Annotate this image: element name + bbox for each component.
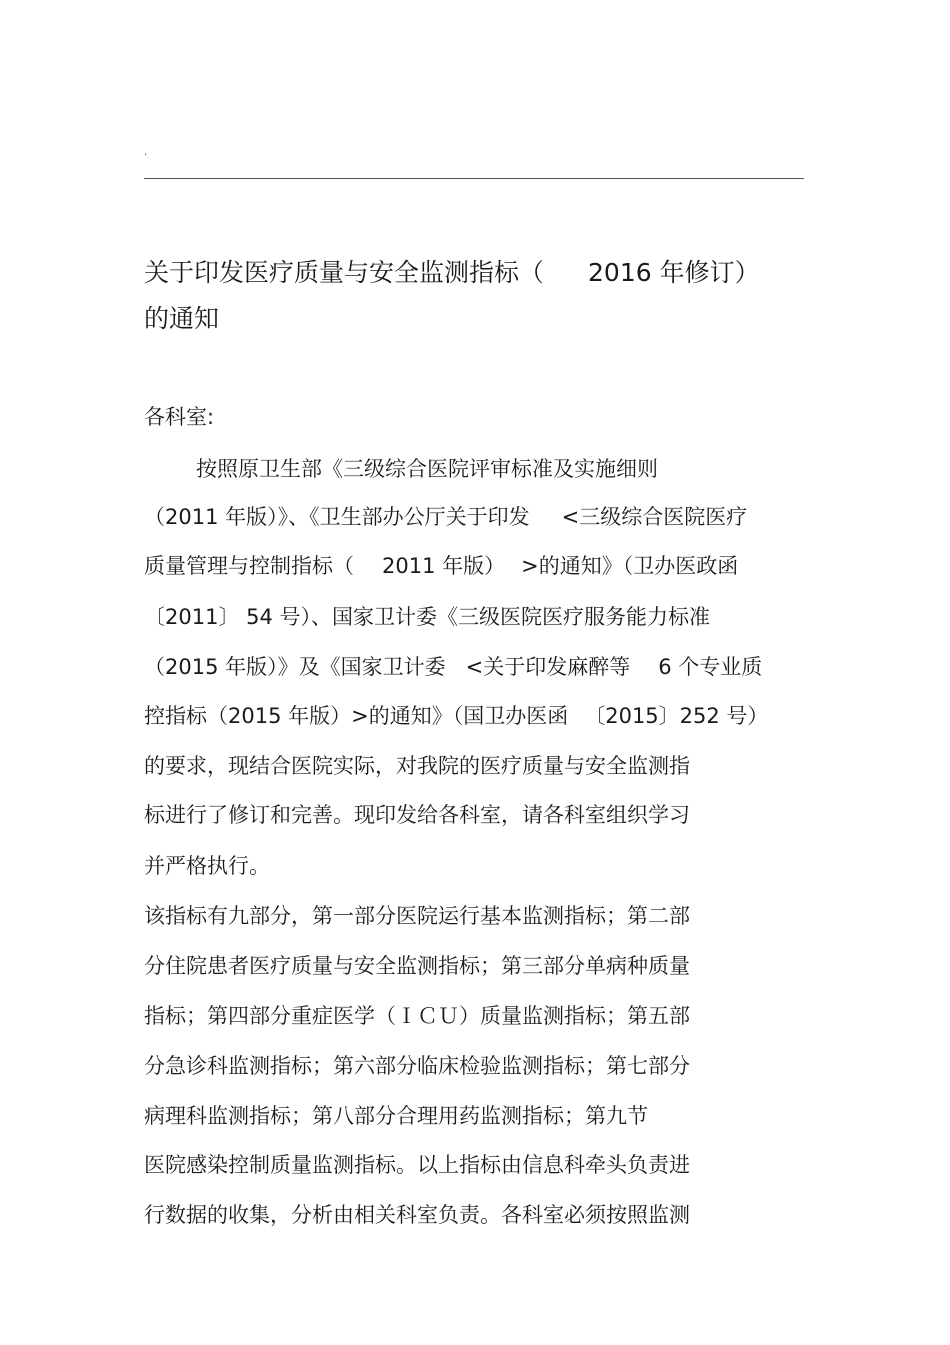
document-title — [144, 250, 808, 342]
body-line-4: 〔2011〕 54 号）、国家卫计委《三级医院医疗服务能力标准 — [144, 605, 711, 629]
body-line-7: 的要求，现结合医院实际，对我院的医疗质量与安全监测指 — [144, 754, 690, 778]
header-rule — [144, 178, 804, 179]
title-line-1-part-a: 关于印发医疗质量与安全监测指标（ — [144, 258, 545, 287]
title-line-1 — [144, 250, 808, 296]
body-line-5-part-a: （2015 年版）》及《国家卫计委 — [144, 655, 446, 679]
body-line-1: 按照原卫生部《三级综合医院评审标准及实施细则 — [196, 457, 658, 481]
body-line-3-part-c: >的通知》（卫办医政函 — [521, 554, 739, 578]
body-line-9: 并严格执行。 — [144, 854, 270, 878]
title-line-1-part-b: 2016 年修订） — [588, 258, 760, 287]
body-line-5-part-b: <关于印发麻醉等 — [465, 655, 631, 679]
body-line-16: 行数据的收集，分析由相关科室负责。各科室必须按照监测 — [144, 1203, 690, 1227]
body-line-2 — [144, 504, 747, 530]
body-line-2-part-a: （2011 年版）》、《卫生部办公厅关于印发 — [144, 505, 530, 529]
body-line-3-part-a: 质量管理与控制指标（ — [144, 554, 354, 578]
body-line-6-part-b: 〔2015〕252 号） — [584, 704, 769, 728]
title-line-2: 的通知 — [144, 304, 220, 333]
body-line-8: 标进行了修订和完善。现印发给各科室，请各科室组织学习 — [144, 803, 690, 827]
header-mark: . — [144, 147, 148, 158]
body-line-15: 医院感染控制质量监测指标。以上指标由信息科牵头负责进 — [144, 1153, 690, 1177]
body-line-12: 指标；第四部分重症医学（ＩＣＵ）质量监测指标；第五部 — [144, 1004, 690, 1028]
body-line-5 — [144, 654, 762, 680]
salutation: 各科室: — [144, 405, 215, 429]
body-line-11: 分住院患者医疗质量与安全监测指标；第三部分单病种质量 — [144, 954, 690, 978]
body-line-3 — [144, 553, 738, 579]
body-line-10: 该指标有九部分，第一部分医院运行基本监测指标；第二部 — [144, 904, 690, 928]
body-line-6-part-a: 控指标（2015 年版）>的通知》（国卫办医函 — [144, 704, 569, 728]
body-line-2-part-b: <三级综合医院医疗 — [561, 505, 748, 529]
body-line-6 — [144, 703, 768, 729]
body-line-14: 病理科监测指标；第八部分合理用药监测指标；第九节 — [144, 1104, 648, 1128]
body-line-13: 分急诊科监测指标；第六部分临床检验监测指标；第七部分 — [144, 1054, 690, 1078]
body-line-3-part-b: 2011 年版） — [382, 554, 506, 578]
body-line-5-part-c: 6 个专业质 — [658, 655, 763, 679]
